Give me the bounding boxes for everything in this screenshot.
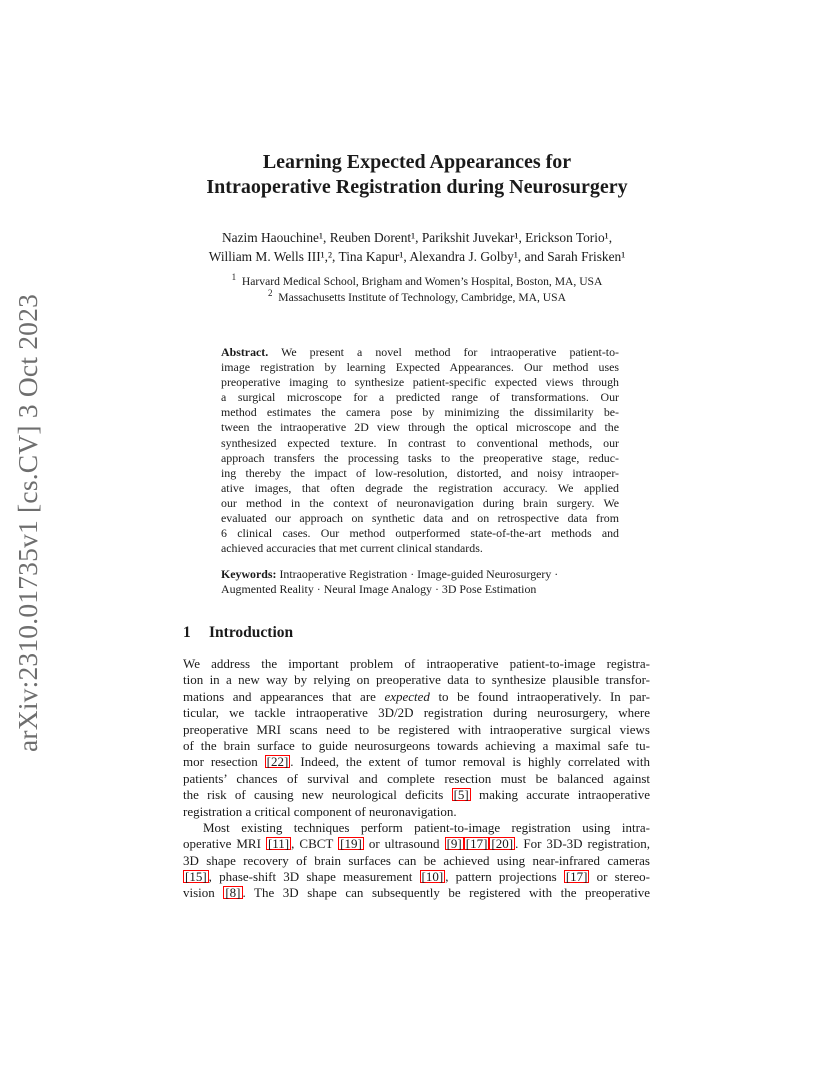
body-line: We address the important problem of intraoperative patient-to-image registra- [183, 656, 650, 671]
affiliation-2: $^2$ Massachusetts Institute of Technology, Cambridge, MA, USA [267, 288, 566, 304]
body-line: mor resection [22] . Indeed, the extent of tumor removal is highly correlated with [183, 754, 650, 770]
body-line: tion in a new way by relying on preoperative data to synthesize plausible transfor- [183, 672, 650, 688]
keywords-line: Keywords: Intraoperative Registration · Image-guided Neurosurgery · [221, 567, 559, 581]
body-line: operative MRI [11] , CBCT [19] or ultrasound [9] [17] [20] . For 3D-3D registration, [183, 836, 651, 852]
paper-title [150, 150, 684, 200]
keywords [221, 567, 619, 597]
citation-link[interactable]: [10] [421, 869, 444, 885]
arxiv-sidebar [0, 0, 70, 1072]
body-line: patients’ chances of survival and complete resection must be balanced against [183, 770, 650, 786]
affiliation-1: $^1$ Harvard Medical School, Brigham and Women’s Hospital, Boston, MA, USA [231, 272, 603, 288]
abstract-line: evaluated our approach on synthetic data and on retrospective data from [221, 511, 619, 526]
abstract-line: preoperative imaging to synthesize patient-specific expected views through [221, 375, 619, 390]
body-line: the risk of causing new neurological deficits [5] making accurate intraoperative [183, 787, 650, 803]
body-line: [15] , phase-shift 3D shape measurement [10] , pattern projections [17] or stereo- [185, 869, 650, 885]
abstract-line: synthesized expected texture. In contrast to conventional methods, our [221, 435, 619, 450]
abstract-line: ing thereby the impact of low-resolution, distorted, and noisy intraoper- [221, 465, 619, 480]
affiliations [150, 274, 684, 306]
citation-link[interactable]: [20] [491, 836, 514, 852]
body-text [183, 656, 650, 902]
arxiv-identifier: arXiv:2310.01735v1 [cs.CV] 3 Oct 2023 [12, 293, 43, 752]
title-line-1: Learning Expected Appearances for [262, 151, 572, 173]
abstract-line: tween the intraoperative 2D view through the optical microscope and the [221, 420, 619, 435]
body-line: preoperative MRI scans need to be registered with intraoperative surgical views [183, 721, 650, 737]
abstract-line: our method in the context of neuronavigation during brain surgery. We [221, 495, 619, 510]
abstract-line: 6 clinical cases. Our method outperformed state-of-the-art methods and [221, 526, 619, 541]
abstract-line: Abstract. We present a novel method for intraoperative patient-to- [221, 345, 619, 359]
authors-line-1: Nazim Haouchine¹, Reuben Dorent¹, Parikshit Juvekar¹, Erickson Torio¹, [221, 230, 613, 245]
section-number: 1 [183, 624, 191, 641]
body-line: ticular, we tackle intraoperative 3D/2D registration during neurosurgery, where [183, 705, 650, 721]
citation-link[interactable]: [11] [267, 836, 290, 852]
abstract-line: approach transfers the processing tasks to the preoperative stage, reduc- [221, 450, 619, 465]
abstract-line: image registration by learning Expected Appearances. Our method uses [221, 360, 619, 375]
section-title: Introduction [209, 624, 294, 641]
citation-link[interactable]: [17] [565, 869, 588, 885]
citation-link[interactable]: [17] [465, 836, 488, 852]
citation-link[interactable]: [8] [225, 885, 241, 901]
author-list [150, 228, 684, 266]
title-line-2: Intraoperative Registration during Neurosurgery [206, 176, 628, 198]
body-line: mations and appearances that are expected to be found intraoperatively. In par- [183, 688, 650, 704]
abstract [221, 345, 619, 556]
abstract-line: achieved accuracies that met current clinical standards. [221, 541, 483, 556]
abstract-line: ative images, that often degrade the registration accuracy. We applied [221, 480, 619, 495]
abstract-label: Abstract. [221, 345, 269, 359]
body-line: 3D shape recovery of brain surfaces can be achieved using near-infrared cameras [183, 852, 650, 868]
keywords-label: Keywords: [221, 567, 277, 581]
citation-link[interactable]: [22] [266, 754, 289, 770]
citation-link[interactable]: [9] [446, 836, 462, 852]
body-line: registration a critical component of neuronavigation. [183, 803, 457, 819]
section-heading [183, 624, 293, 642]
abstract-line: a surgical microscope for a predicted range of transformations. Our [221, 390, 619, 405]
body-line: of the brain surface to guide neurosurgeons towards achieving a maximal safe tu- [183, 737, 650, 753]
citation-link[interactable]: [5] [453, 787, 469, 803]
authors-line-2: William M. Wells III¹,², Tina Kapur¹, Alexandra J. Golby¹, and Sarah Frisken¹ [208, 249, 626, 264]
abstract-line: method estimates the camera pose by minimizing the dissimilarity be- [221, 405, 619, 420]
citation-link[interactable]: [19] [340, 836, 362, 852]
body-line: vision [8] . The 3D shape can subsequently be registered with the preoperative [183, 885, 650, 901]
keywords-line: Augmented Reality · Neural Image Analogy · 3D Pose Estimation [221, 582, 537, 597]
body-line: Most existing techniques perform patient-to-image registration using intra- [203, 819, 650, 835]
citation-link[interactable]: [15] [185, 869, 207, 885]
